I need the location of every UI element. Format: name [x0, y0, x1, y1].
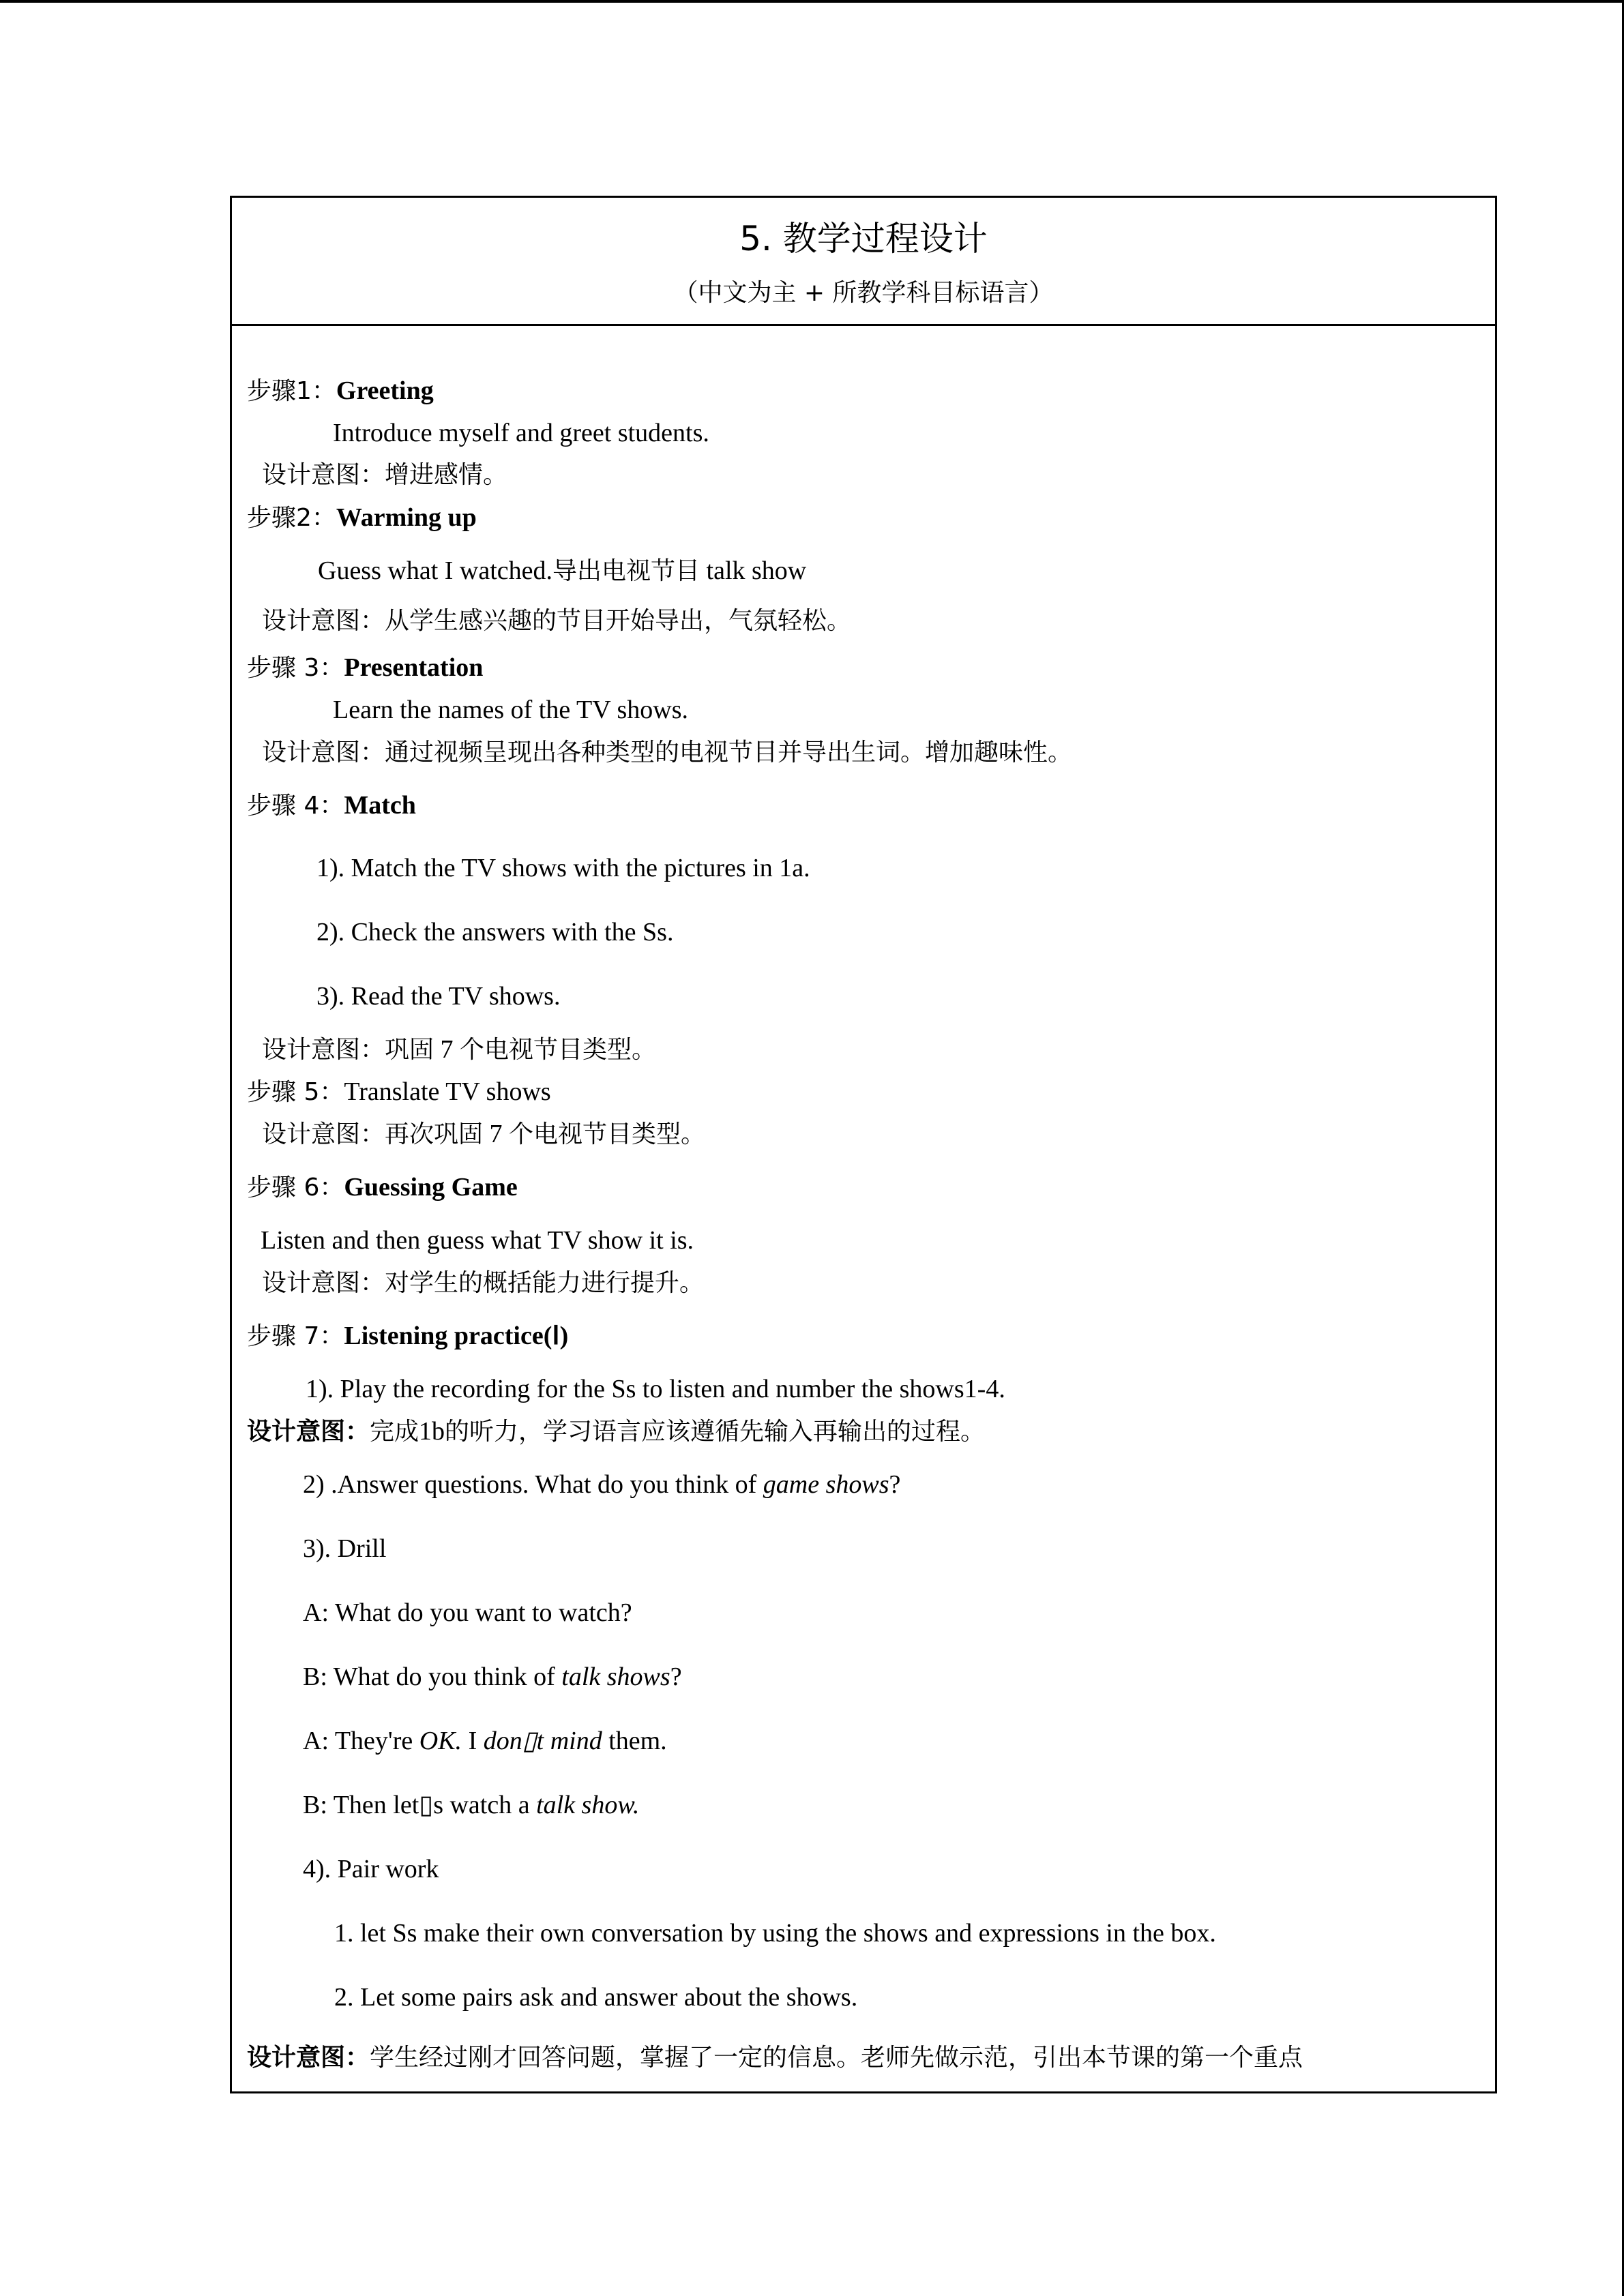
teaching-process-table — [230, 196, 1497, 2093]
drill-line-2: B: What do you think of talk shows? — [303, 1663, 682, 1691]
step4-heading: 步骤 4：Match — [247, 791, 416, 820]
step3-line: Learn the names of the TV shows. — [333, 696, 688, 724]
step5-heading: 步骤 5：Translate TV shows — [247, 1077, 551, 1106]
step6-heading: 步骤 6：Guessing Game — [247, 1173, 518, 1202]
step3-heading: 步骤 3：Presentation — [247, 653, 484, 682]
step2-line: Guess what I watched.导出电视节目 talk show — [318, 556, 807, 585]
step7-intent1: 设计意图：完成1b的听力，学习语言应该遵循先输入再输出的过程。 — [247, 1417, 986, 1446]
table-header — [232, 198, 1495, 326]
drill-line-4: B: Then let▯s watch a talk show. — [303, 1791, 640, 1819]
top-border-line — [0, 0, 1624, 3]
step7-item4: 4). Pair work — [303, 1855, 439, 1883]
step7-intent2: 设计意图：学生经过刚才回答问题，掌握了一定的信息。老师先做示范，引出本节课的第一个重点 — [247, 2044, 1303, 2072]
step3-intent: 设计意图：通过视频呈现出各种类型的电视节目并导出生词。增加趣味性。 — [262, 739, 1073, 766]
step1-heading: 步骤1：Greeting — [247, 376, 434, 405]
step4-item1: 1). Match the TV shows with the pictures in 1a. — [316, 854, 810, 882]
step4-item2: 2). Check the answers with the Ss. — [316, 918, 674, 946]
step2-heading: 步骤2：Warming up — [247, 503, 477, 532]
step1-intent: 设计意图：增进感情。 — [262, 461, 508, 489]
step4-intent: 设计意图：巩固 7 个电视节目类型。 — [262, 1035, 657, 1064]
step2-intent: 设计意图：从学生感兴趣的节目开始导出，气氛轻松。 — [262, 607, 852, 635]
step6-line: Listen and then guess what TV show it is. — [261, 1226, 694, 1255]
drill-line-1: A: What do you want to watch? — [303, 1598, 632, 1627]
step5-intent: 设计意图：再次巩固 7 个电视节目类型。 — [262, 1120, 706, 1148]
step7-item2: 2) .Answer questions. What do you think of game shows? — [303, 1470, 901, 1499]
pair-work-line-1: 1. let Ss make their own conversation by using the shows and expressions in the box. — [334, 1919, 1216, 1948]
page-title: 5. 教学过程设计 — [739, 219, 988, 258]
step1-line: Introduce myself and greet students. — [333, 419, 709, 447]
drill-line-3: A: They're OK. I don▯t mind them. — [303, 1727, 667, 1755]
step7-item3: 3). Drill — [303, 1534, 387, 1563]
step6-intent: 设计意图：对学生的概括能力进行提升。 — [262, 1269, 705, 1297]
step7-heading: 步骤 7：Listening practice(Ⅰ) — [247, 1322, 569, 1350]
step7-item1: 1). Play the recording for the Ss to listen and number the shows1-4. — [306, 1375, 1005, 1403]
page-subtitle: （中文为主 + 所教学科目标语言） — [673, 279, 1054, 307]
step4-item3: 3). Read the TV shows. — [316, 982, 561, 1011]
pair-work-line-2: 2. Let some pairs ask and answer about the shows. — [334, 1983, 858, 2012]
